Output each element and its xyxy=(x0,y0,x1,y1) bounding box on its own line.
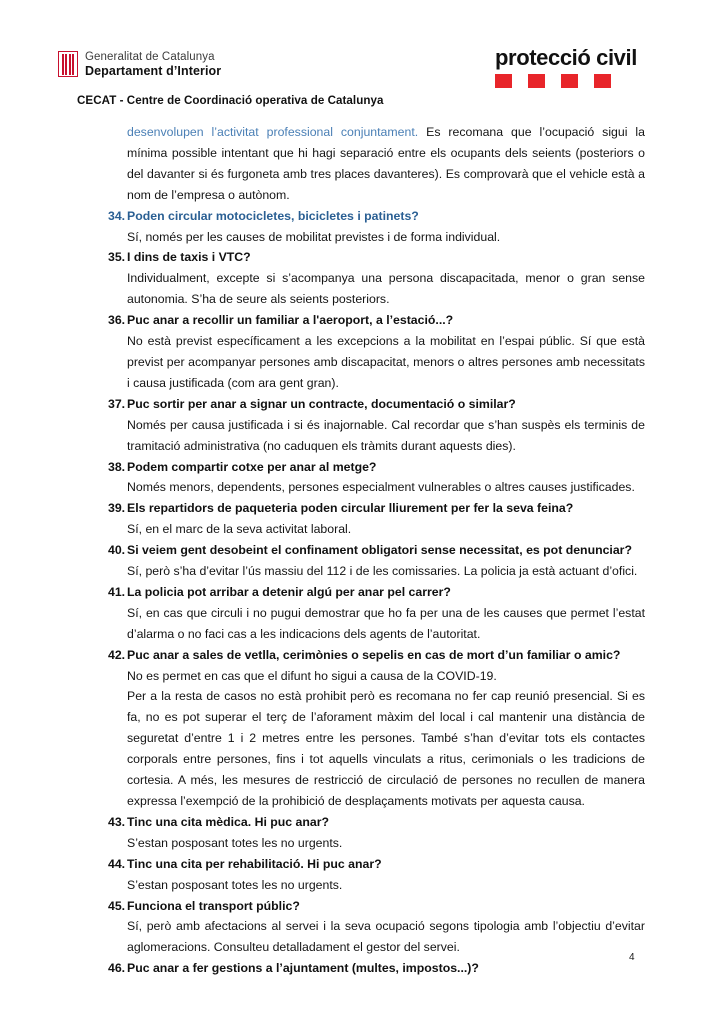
faq-question xyxy=(108,310,645,331)
faq-answer: S’estan posposant totes les no urgents. xyxy=(127,877,343,892)
generalitat-logo-text xyxy=(85,51,221,78)
faq-question-number: 36. xyxy=(108,313,126,328)
faq-answer: Sí, però amb afectacions al servei i la seva ocupació segons tipologia amb l’objectiu d’evitar aglomeracions. Consulteu detalladament el gestor del servei. xyxy=(127,919,645,955)
faq-question-number: 40. xyxy=(108,543,126,558)
faq-question-number: 35. xyxy=(108,250,126,265)
faq-question-text: Tinc una cita mèdica. Hi puc anar? xyxy=(127,814,330,829)
faq-question-number: 38. xyxy=(108,459,126,474)
document-body xyxy=(0,122,724,979)
faq-answer: No està previst específicament a les excepcions a la mobilitat en l’espai públic. Sí que està previst per acompanyar persones amb discapacitat, menors o altres persones amb necessitats i causa justificada (com ara gent gran). xyxy=(127,334,645,390)
faq-question xyxy=(108,498,645,519)
generalitat-shield-icon xyxy=(58,51,78,77)
proteccio-civil-squares-icon xyxy=(495,74,645,88)
faq-answer: No es permet en cas que el difunt ho sigui a causa de la COVID-19. xyxy=(127,668,497,683)
faq-question-text: Poden circular motocicletes, bicicletes i patinets? xyxy=(127,208,419,223)
faq-question-text: Puc anar a fer gestions a l’ajuntament (multes, impostos...)? xyxy=(127,961,479,976)
faq-question-number: 45. xyxy=(108,898,126,913)
faq-answer: Sí, en el marc de la seva activitat laboral. xyxy=(127,522,352,537)
faq-question-text: Puc anar a sales de vetlla, cerimònies o sepelis en cas de mort d’un familiar o amic? xyxy=(127,647,621,662)
faq-answer: Només per causa justificada i si és inajornable. Cal recordar que s’han suspès els terminis de tramitació administrativa (no caduquen els tràmits durant aquests dies). xyxy=(127,417,645,453)
faq-question-text: Puc anar a recollir un familiar a l'aeroport, a l’estació...? xyxy=(127,313,454,328)
faq-question xyxy=(108,854,645,875)
faq-question xyxy=(108,812,645,833)
intro-paragraph-lead: desenvolupen l’activitat professional conjuntament. xyxy=(127,125,419,139)
faq-question-text: I dins de taxis i VTC? xyxy=(127,250,251,265)
faq-question-number: 37. xyxy=(108,396,126,411)
faq-question-number: 39. xyxy=(108,501,126,516)
intro-paragraph-rest: Es recomana que l’ocupació sigui la mínima possible intentant que hi hagi separació entre els ocupants dels seients (posteriors o del davanter si és furgoneta amb tres places davanteres). Es comprovarà que el vehicle està a nom de l’empresa o autònom. xyxy=(127,125,645,202)
faq-question-text: Funciona el transport públic? xyxy=(127,898,300,913)
faq-question xyxy=(108,896,645,917)
faq-question-number: 43. xyxy=(108,814,126,829)
page-number: 4 xyxy=(629,952,635,963)
generalitat-line1: Generalitat de Catalunya xyxy=(85,51,215,63)
faq-question-number: 46. xyxy=(108,961,126,976)
faq-answer: Sí, en cas que circuli i no pugui demostrar que ho fa per una de les causes que permet l’estat d’alarma o no faci cas a les indicacions dels agents de l’autoritat. xyxy=(127,605,645,641)
faq-answer: Sí, només per les causes de mobilitat previstes i de forma individual. xyxy=(127,229,501,244)
faq-question-number: 44. xyxy=(108,856,126,871)
intro-paragraph xyxy=(127,122,645,206)
faq-question-number: 42. xyxy=(108,647,126,662)
proteccio-civil-logo xyxy=(495,47,645,88)
document-subtitle: CECAT - Centre de Coordinació operativa de Catalunya xyxy=(77,94,384,107)
faq-answer: Individualment, excepte si s’acompanya una persona discapacitada, menor o gran sense autonomia. S’ha de seure als seients posteriors. xyxy=(127,271,645,307)
faq-question-text: Podem compartir cotxe per anar al metge? xyxy=(127,459,377,474)
faq-list xyxy=(108,206,645,980)
faq-question xyxy=(108,394,645,415)
faq-question xyxy=(108,540,645,561)
faq-question xyxy=(108,582,645,603)
proteccio-civil-wordmark: protecció civil xyxy=(495,45,637,70)
faq-question-text: Puc sortir per anar a signar un contracte, documentació o similar? xyxy=(127,396,516,411)
faq-answer: Per a la resta de casos no està prohibit però es recomana no fer cap reunió presencial. Si es fa, no es pot superar el terç de l’aforament màxim del local i cal mantenir una distància de seguretat d’entre 1 i 2 metres entre les persones. També s’han d’evitar tots els contactes corporals entre persones, fins i tot aquells vinculats a ritus, cerimonials o les tradicions de cortesia. A més, les mesures de restricció de circulació de persones no recullen de manera expressa l’exempció de la prohibició de desplaçaments motivats per aquesta causa. xyxy=(127,689,645,808)
generalitat-line2: Departament d’Interior xyxy=(85,63,222,78)
faq-question xyxy=(108,206,645,227)
faq-question xyxy=(108,457,645,478)
faq-question xyxy=(108,247,645,268)
faq-question xyxy=(108,958,645,979)
faq-question-number: 34. xyxy=(108,208,126,223)
faq-answer: Només menors, dependents, persones especialment vulnerables o altres causes justificades. xyxy=(127,480,635,495)
faq-answer: Sí, però s’ha d’evitar l’ús massiu del 112 i de les comissaries. La policia ja està actuant d’ofici. xyxy=(127,564,638,579)
faq-question-number: 41. xyxy=(108,584,126,599)
faq-question xyxy=(108,645,645,666)
faq-question-text: Els repartidors de paqueteria poden circular lliurement per fer la seva feina? xyxy=(127,501,574,516)
faq-question-text: Si veiem gent desobeint el confinament obligatori sense necessitat, es pot denunciar? xyxy=(127,543,632,558)
faq-question-text: La policia pot arribar a detenir algú per anar pel carrer? xyxy=(127,584,451,599)
faq-question-text: Tinc una cita per rehabilitació. Hi puc anar? xyxy=(127,856,382,871)
faq-answer: S’estan posposant totes les no urgents. xyxy=(127,835,343,850)
generalitat-logo xyxy=(58,51,221,78)
